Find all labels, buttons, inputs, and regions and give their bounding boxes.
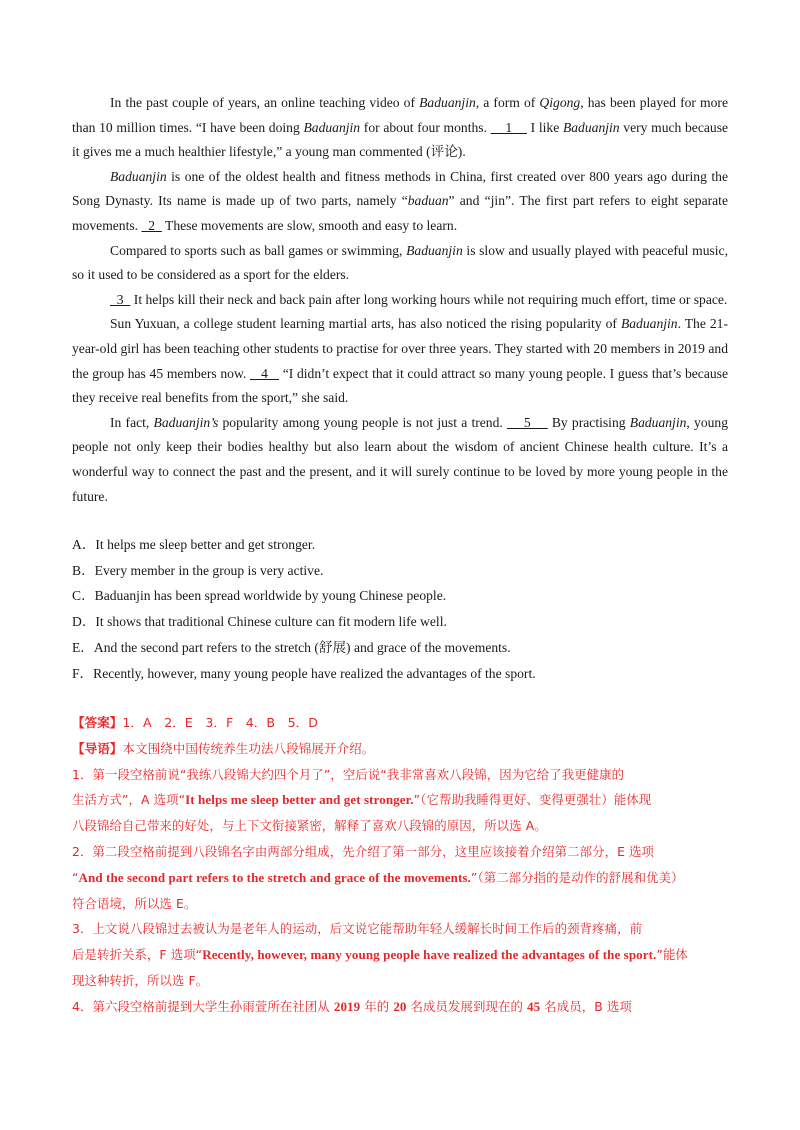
text: ”（它帮助我睡得更好、变得更强壮）能体现 bbox=[413, 792, 652, 808]
text: These movements are slow, smooth and easy to learn. bbox=[161, 217, 458, 233]
term-baduan: baduan bbox=[407, 193, 449, 209]
reading-passage bbox=[72, 91, 728, 509]
answer-key bbox=[72, 710, 732, 736]
answer-options bbox=[72, 532, 728, 686]
option-b: B．Every member in the group is very active. bbox=[72, 562, 324, 578]
text: I like bbox=[526, 119, 563, 135]
quoted-option: It helps me sleep better and get stronger. bbox=[185, 792, 414, 808]
text: 名成员，B 选项 bbox=[540, 998, 632, 1014]
option-f: F．Recently, however, many young people have realized the advantages of the sport. bbox=[72, 665, 536, 681]
text: 4．第六段空格前提到大学生孙雨萱所在社团从 bbox=[72, 998, 334, 1014]
term-baduanjin: Baduanjin bbox=[562, 119, 620, 135]
explanation-line bbox=[72, 787, 732, 813]
text: is one of the oldest health and fitness methods in China, first created over 800 years ago during the Song Dynasty. Its name is made up of two parts, namely “ bbox=[72, 168, 728, 209]
term-baduanjin: Baduanjin bbox=[406, 242, 463, 258]
text: 生活方式”，A 选项“ bbox=[72, 792, 186, 808]
text: for about four months. bbox=[360, 119, 491, 135]
number: 2019 bbox=[333, 998, 361, 1014]
term-baduanjin: Baduanjin bbox=[110, 168, 167, 184]
paragraph-2 bbox=[72, 165, 728, 239]
paragraph-6 bbox=[72, 411, 728, 509]
explanation-line: 3．上文说八段锦过去被认为是老年人的运动，后文说它能帮助年轻人缓解长时间工作后的颈背疼痛，前 bbox=[72, 921, 643, 937]
text: 名成员发展到现在的 bbox=[406, 998, 528, 1014]
text: , has been played for more than 10 million times. “I have been doing bbox=[72, 95, 728, 135]
answer-section bbox=[72, 710, 732, 1020]
text: is slow and usually played with peaceful music, so it used to be considered as a sport for the elders. bbox=[72, 242, 728, 283]
quoted-option: Recently, however, many young people have realized the advantages of the sport. bbox=[202, 947, 657, 963]
text: By practising bbox=[547, 414, 630, 430]
text: 后是转折关系，F 选项“ bbox=[72, 947, 203, 963]
explanation-line: 现这种转折，所以选 F。 bbox=[72, 972, 209, 988]
quoted-option: And the second part refers to the stretch and grace of the movements. bbox=[78, 869, 471, 885]
number: 20 bbox=[393, 998, 407, 1014]
term-baduanjin: Baduanjin bbox=[620, 316, 678, 332]
answer-key-value: 1．A 2．E 3．F 4．B 5．D bbox=[122, 715, 318, 730]
text: 年的 bbox=[360, 998, 394, 1014]
guide-label: 【导语】 bbox=[72, 740, 123, 756]
blank-1: 1 bbox=[490, 119, 527, 135]
option-c: C．Baduanjin has been spread worldwide by young Chinese people. bbox=[72, 588, 447, 604]
text: In fact, bbox=[110, 414, 154, 430]
explanation-line bbox=[72, 942, 732, 968]
text: . The 21-year-old girl has been teaching other students to practise for over three years. They started with 20 members in 2019 and the group has 45 members now. bbox=[72, 316, 728, 381]
text: In the past couple of years, an online teaching video of bbox=[110, 95, 420, 110]
paragraph-3 bbox=[72, 239, 728, 288]
explanation-4 bbox=[72, 994, 732, 1020]
text: popularity among young people is not just a trend. bbox=[218, 414, 508, 430]
blank-3: 3 bbox=[110, 291, 131, 307]
text: ”能体 bbox=[656, 947, 688, 963]
text: , a form of bbox=[475, 95, 540, 110]
option-d: D．It shows that traditional Chinese culture can fit modern life well. bbox=[72, 614, 447, 630]
blank-2: 2 bbox=[141, 217, 162, 233]
term-baduanjin: Baduanjin bbox=[419, 95, 476, 110]
term-baduanjin: Baduanjin’s bbox=[153, 414, 219, 430]
text: very much because it gives me a much healthier lifestyle,” a young man commented (评论). bbox=[72, 119, 729, 160]
text: Sun Yuxuan, a college student learning martial arts, has also noticed the rising popularity of bbox=[110, 316, 621, 332]
option-e: E．And the second part refers to the stretch (舒展) and grace of the movements. bbox=[72, 639, 511, 655]
guide bbox=[72, 736, 732, 762]
option-a: A．It helps me sleep better and get stronger. bbox=[72, 537, 316, 552]
term-baduanjin: Baduanjin bbox=[303, 119, 361, 135]
paragraph-4 bbox=[72, 288, 728, 313]
answer-key-label: 【答案】 bbox=[72, 715, 123, 730]
text: It helps kill their neck and back pain after long working hours while not requiring much effort, time or space. bbox=[130, 291, 728, 307]
explanation-3 bbox=[72, 916, 732, 993]
guide-value: 本文围绕中国传统养生功法八段锦展开介绍。 bbox=[122, 740, 375, 756]
text: “I didn’t expect that it could attract so many young people. I guess that’s because they receive real benefits from the sport,” she said. bbox=[72, 365, 728, 406]
blank-4: 4 bbox=[250, 365, 280, 381]
text: ” and “jin”. The first part refers to eight separate movements. bbox=[72, 193, 728, 233]
explanation-1 bbox=[72, 762, 732, 839]
number: 45 bbox=[527, 998, 541, 1014]
explanation-2 bbox=[72, 839, 732, 916]
text: , young people not only keep their bodies healthy but also learn about the wisdom of ancient Chinese health culture. It’s a wonderful way to connect the past and the present, and it will surely continue to be loved by more young people in the future. bbox=[72, 414, 729, 504]
explanation-line: 2．第二段空格前提到八段锦名字由两部分组成，先介绍了第一部分，这里应该接着介绍第二部分，E 选项 bbox=[72, 843, 655, 859]
explanation-line: 符合语境，所以选 E。 bbox=[72, 895, 197, 911]
explanation-line: 八段锦给自己带来的好处，与上下文衔接紧密，解释了喜欢八段锦的原因，所以选 A。 bbox=[72, 818, 547, 834]
explanation-line bbox=[72, 865, 732, 891]
term-baduanjin: Baduanjin bbox=[629, 414, 687, 430]
explanation-line bbox=[72, 994, 732, 1020]
paragraph-5 bbox=[72, 312, 728, 410]
text: ”（第二部分指的是动作的舒展和优美） bbox=[470, 869, 684, 885]
term-qigong: Qigong bbox=[539, 95, 581, 110]
paragraph-1 bbox=[72, 91, 728, 165]
blank-5: 5 bbox=[507, 414, 548, 430]
explanation-line: 1．第一段空格前说“我练八段锦大约四个月了”，空后说“我非常喜欢八段锦，因为它给了我更健康的 bbox=[72, 766, 625, 782]
text: Compared to sports such as ball games or swimming, bbox=[110, 242, 407, 258]
text: “ bbox=[72, 869, 79, 885]
